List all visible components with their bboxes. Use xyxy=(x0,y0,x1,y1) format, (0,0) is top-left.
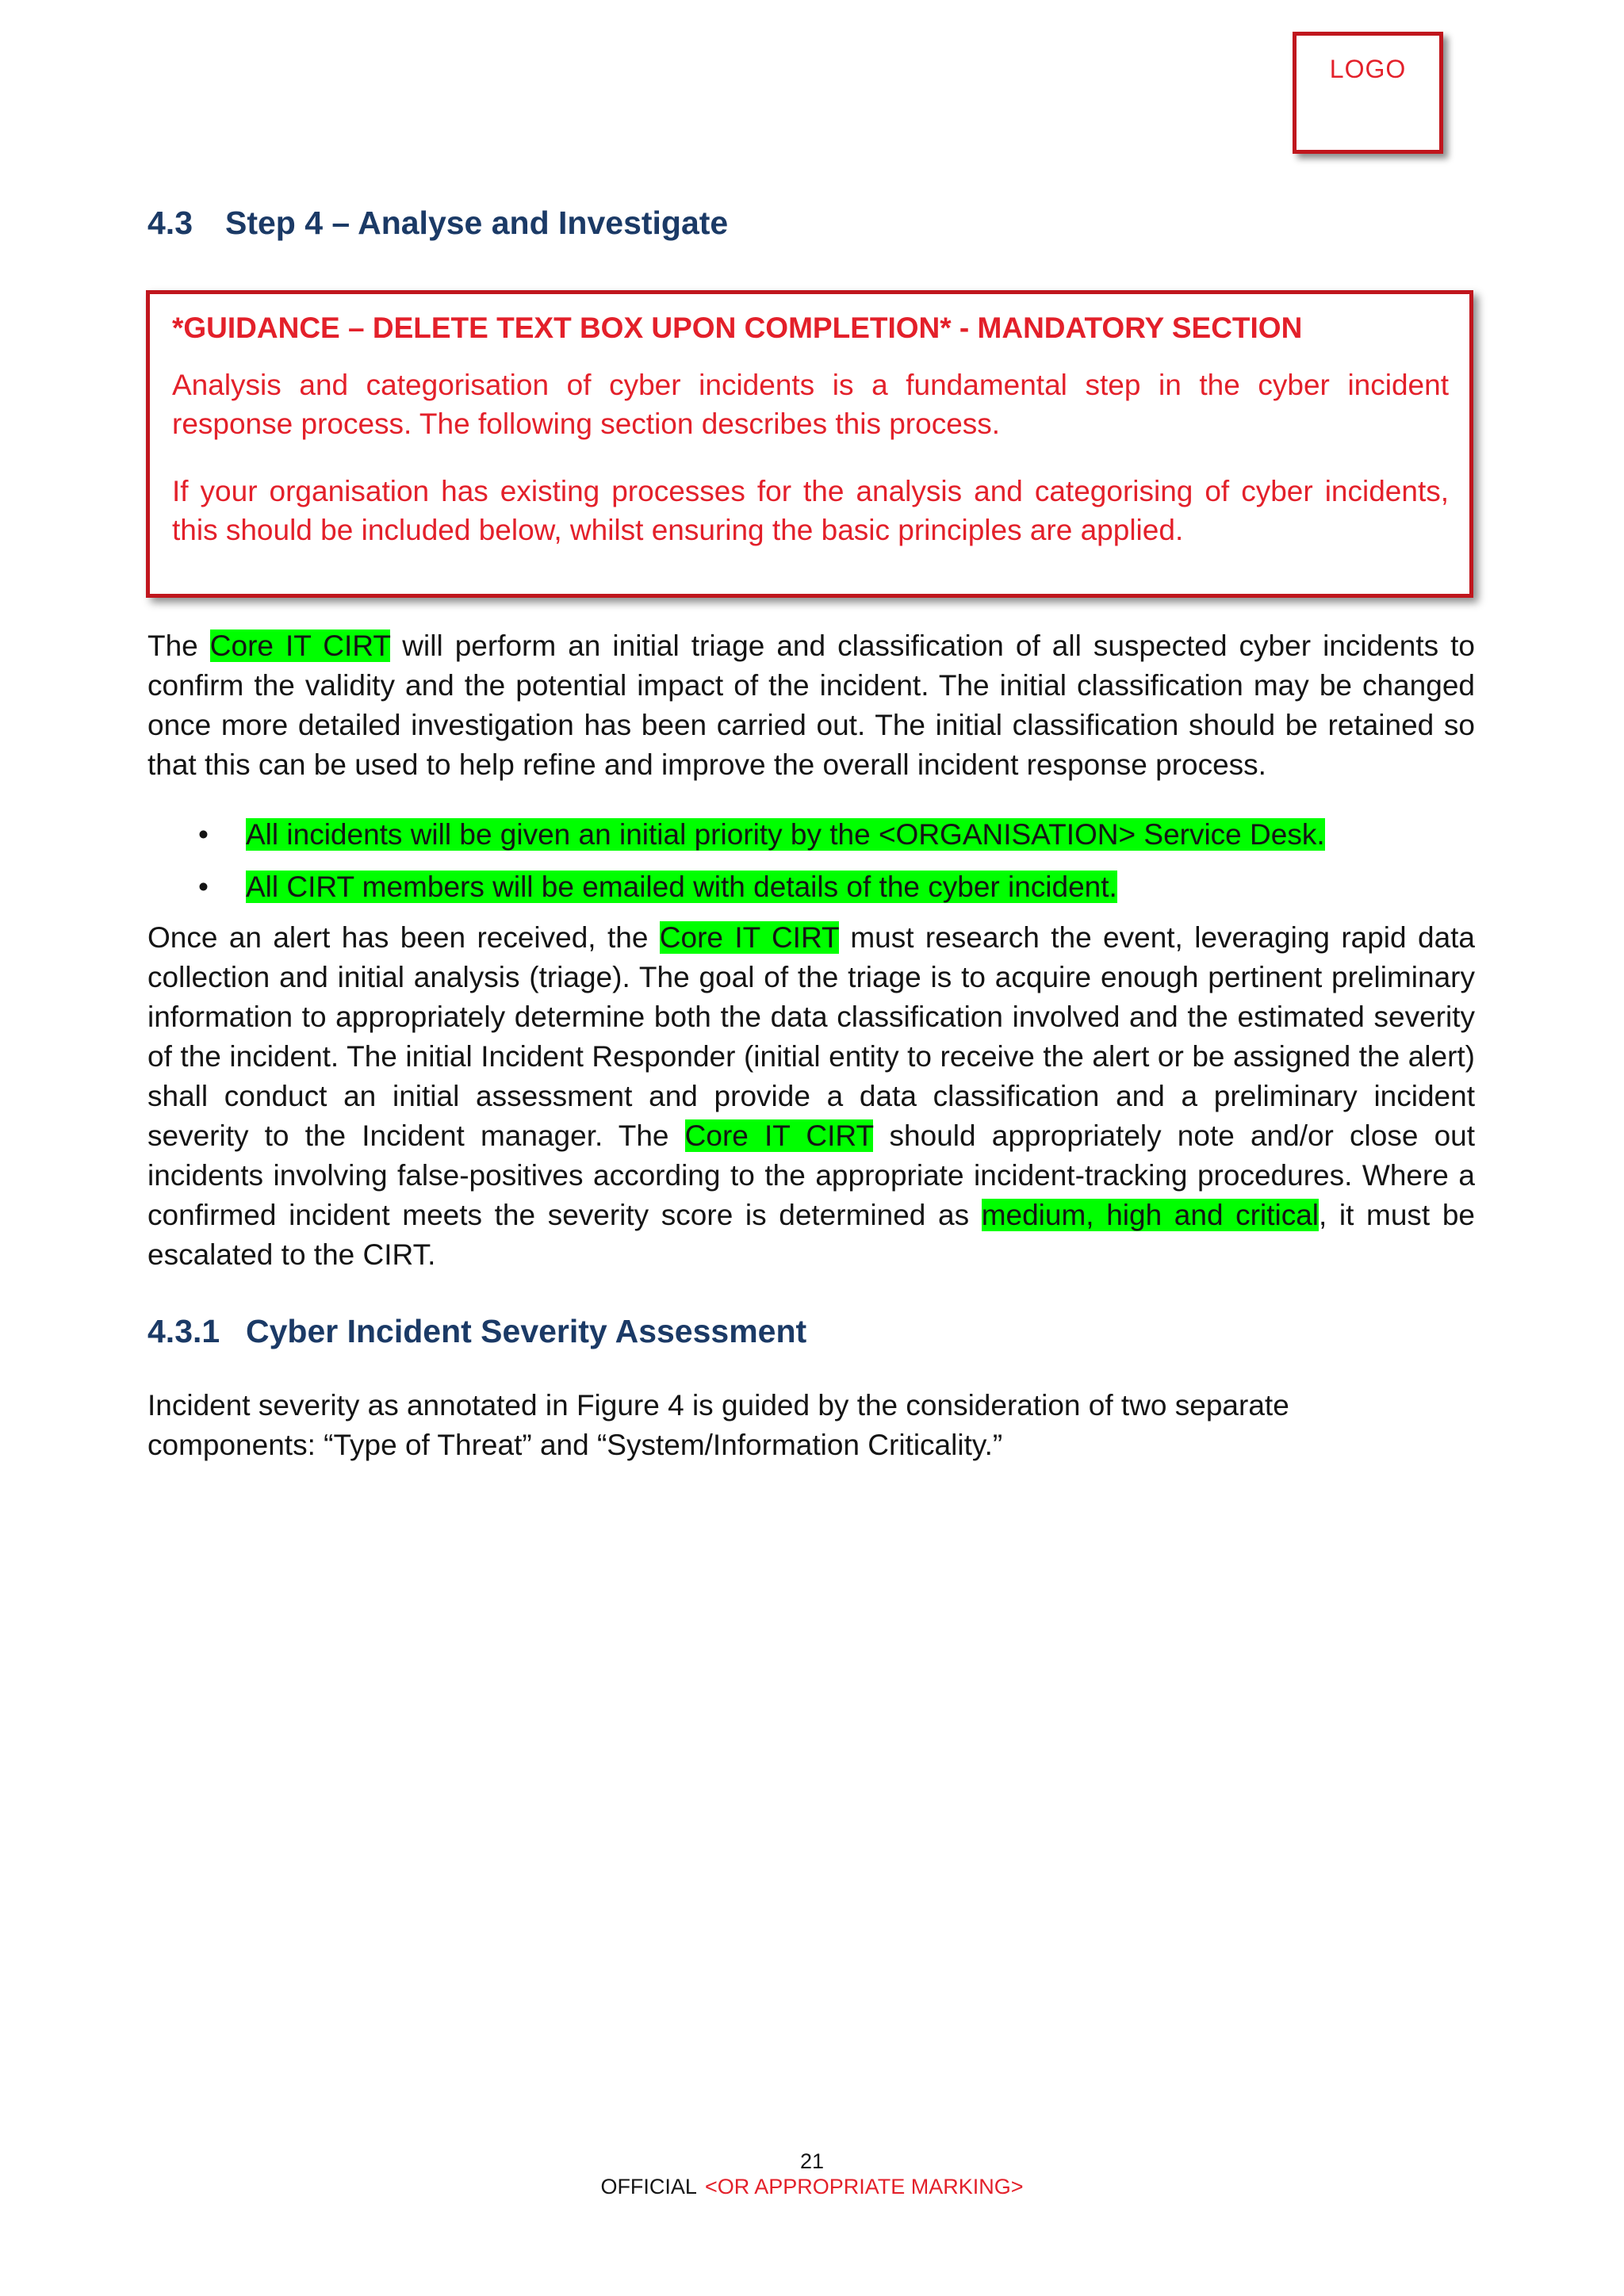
body-paragraph-alert xyxy=(147,918,1475,1275)
guidance-text-box xyxy=(146,290,1473,598)
subsection-number: 4.3.1 xyxy=(147,1313,220,1349)
marking-placeholder: <OR APPROPRIATE MARKING> xyxy=(704,2175,1024,2198)
text-run: must research the event, leveraging rapid data collection and initial analysis (triage). The goal of the triage is to acquire enough pertinent preliminary information to appropriately determine both the data classification involved and the estimated severity of the incident. The initial Incident Responder (initial entity to receive the alert or be assigned the alert) shall conduct an initial assessment and provide a data classification and a preliminary incident severity to the Incident manager. The xyxy=(147,921,1476,1152)
text-run: should appropriately note and/or close out incidents involving false-positives according to the appropriate incident-tracking procedures. Where a confirmed incident meets the severity score is determined as xyxy=(147,1119,1476,1231)
section-heading xyxy=(147,205,728,242)
highlighted-text: Core IT CIRT xyxy=(684,1119,874,1152)
guidance-title: *GUIDANCE – DELETE TEXT BOX UPON COMPLETION* - MANDATORY SECTION xyxy=(172,312,1303,344)
body-paragraph-severity: Incident severity as annotated in Figure 4 is guided by the consideration of two separate components: “Type of Threat” and “System/Information Criticality.” xyxy=(147,1389,1289,1461)
guidance-paragraph: If your organisation has existing processes for the analysis and categorising of cyber incidents, this should be included below, whilst ensuring the basic principles are applied. xyxy=(172,475,1449,546)
list-item xyxy=(147,867,1475,907)
logo-text: LOGO xyxy=(1329,55,1407,83)
highlighted-text: medium, high and critical xyxy=(981,1199,1319,1231)
subsection-heading xyxy=(147,1313,806,1350)
guidance-paragraph: Analysis and categorisation of cyber incidents is a fundamental step in the cyber incident response process. The following section describes this process. xyxy=(172,369,1449,440)
classification-marking xyxy=(0,2175,1624,2199)
text-run: Once an alert has been received, the xyxy=(147,921,660,954)
page-number: 21 xyxy=(799,2149,825,2173)
logo-placeholder xyxy=(1293,32,1443,154)
highlighted-text: All incidents will be given an initial priority by the <ORGANISATION> Service Desk. xyxy=(246,818,1325,851)
highlighted-text: Core IT CIRT xyxy=(659,921,839,954)
body-paragraph-triage xyxy=(147,626,1475,785)
text-run: will perform an initial triage and classification of all suspected cyber incidents to confirm the validity and the potential impact of the incident. The initial classification may be changed once more detailed investigation has been carried out. The initial classification should be retained so that this can be used to help refine and improve the overall incident response process. xyxy=(147,629,1475,781)
section-number: 4.3 xyxy=(147,205,193,241)
bullet-icon: • xyxy=(198,871,209,903)
section-title: Step 4 – Analyse and Investigate xyxy=(225,205,729,241)
bullet-list xyxy=(147,815,1475,920)
text-run: , it must be escalated to the CIRT. xyxy=(147,1199,1476,1271)
classification-label: OFFICIAL xyxy=(600,2175,697,2198)
subsection-title: Cyber Incident Severity Assessment xyxy=(246,1313,807,1349)
list-item xyxy=(147,815,1475,855)
highlighted-text: Core IT CIRT xyxy=(209,629,391,662)
highlighted-text: All CIRT members will be emailed with details of the cyber incident. xyxy=(246,871,1117,903)
bullet-icon: • xyxy=(198,818,209,851)
text-run: The xyxy=(147,629,210,662)
